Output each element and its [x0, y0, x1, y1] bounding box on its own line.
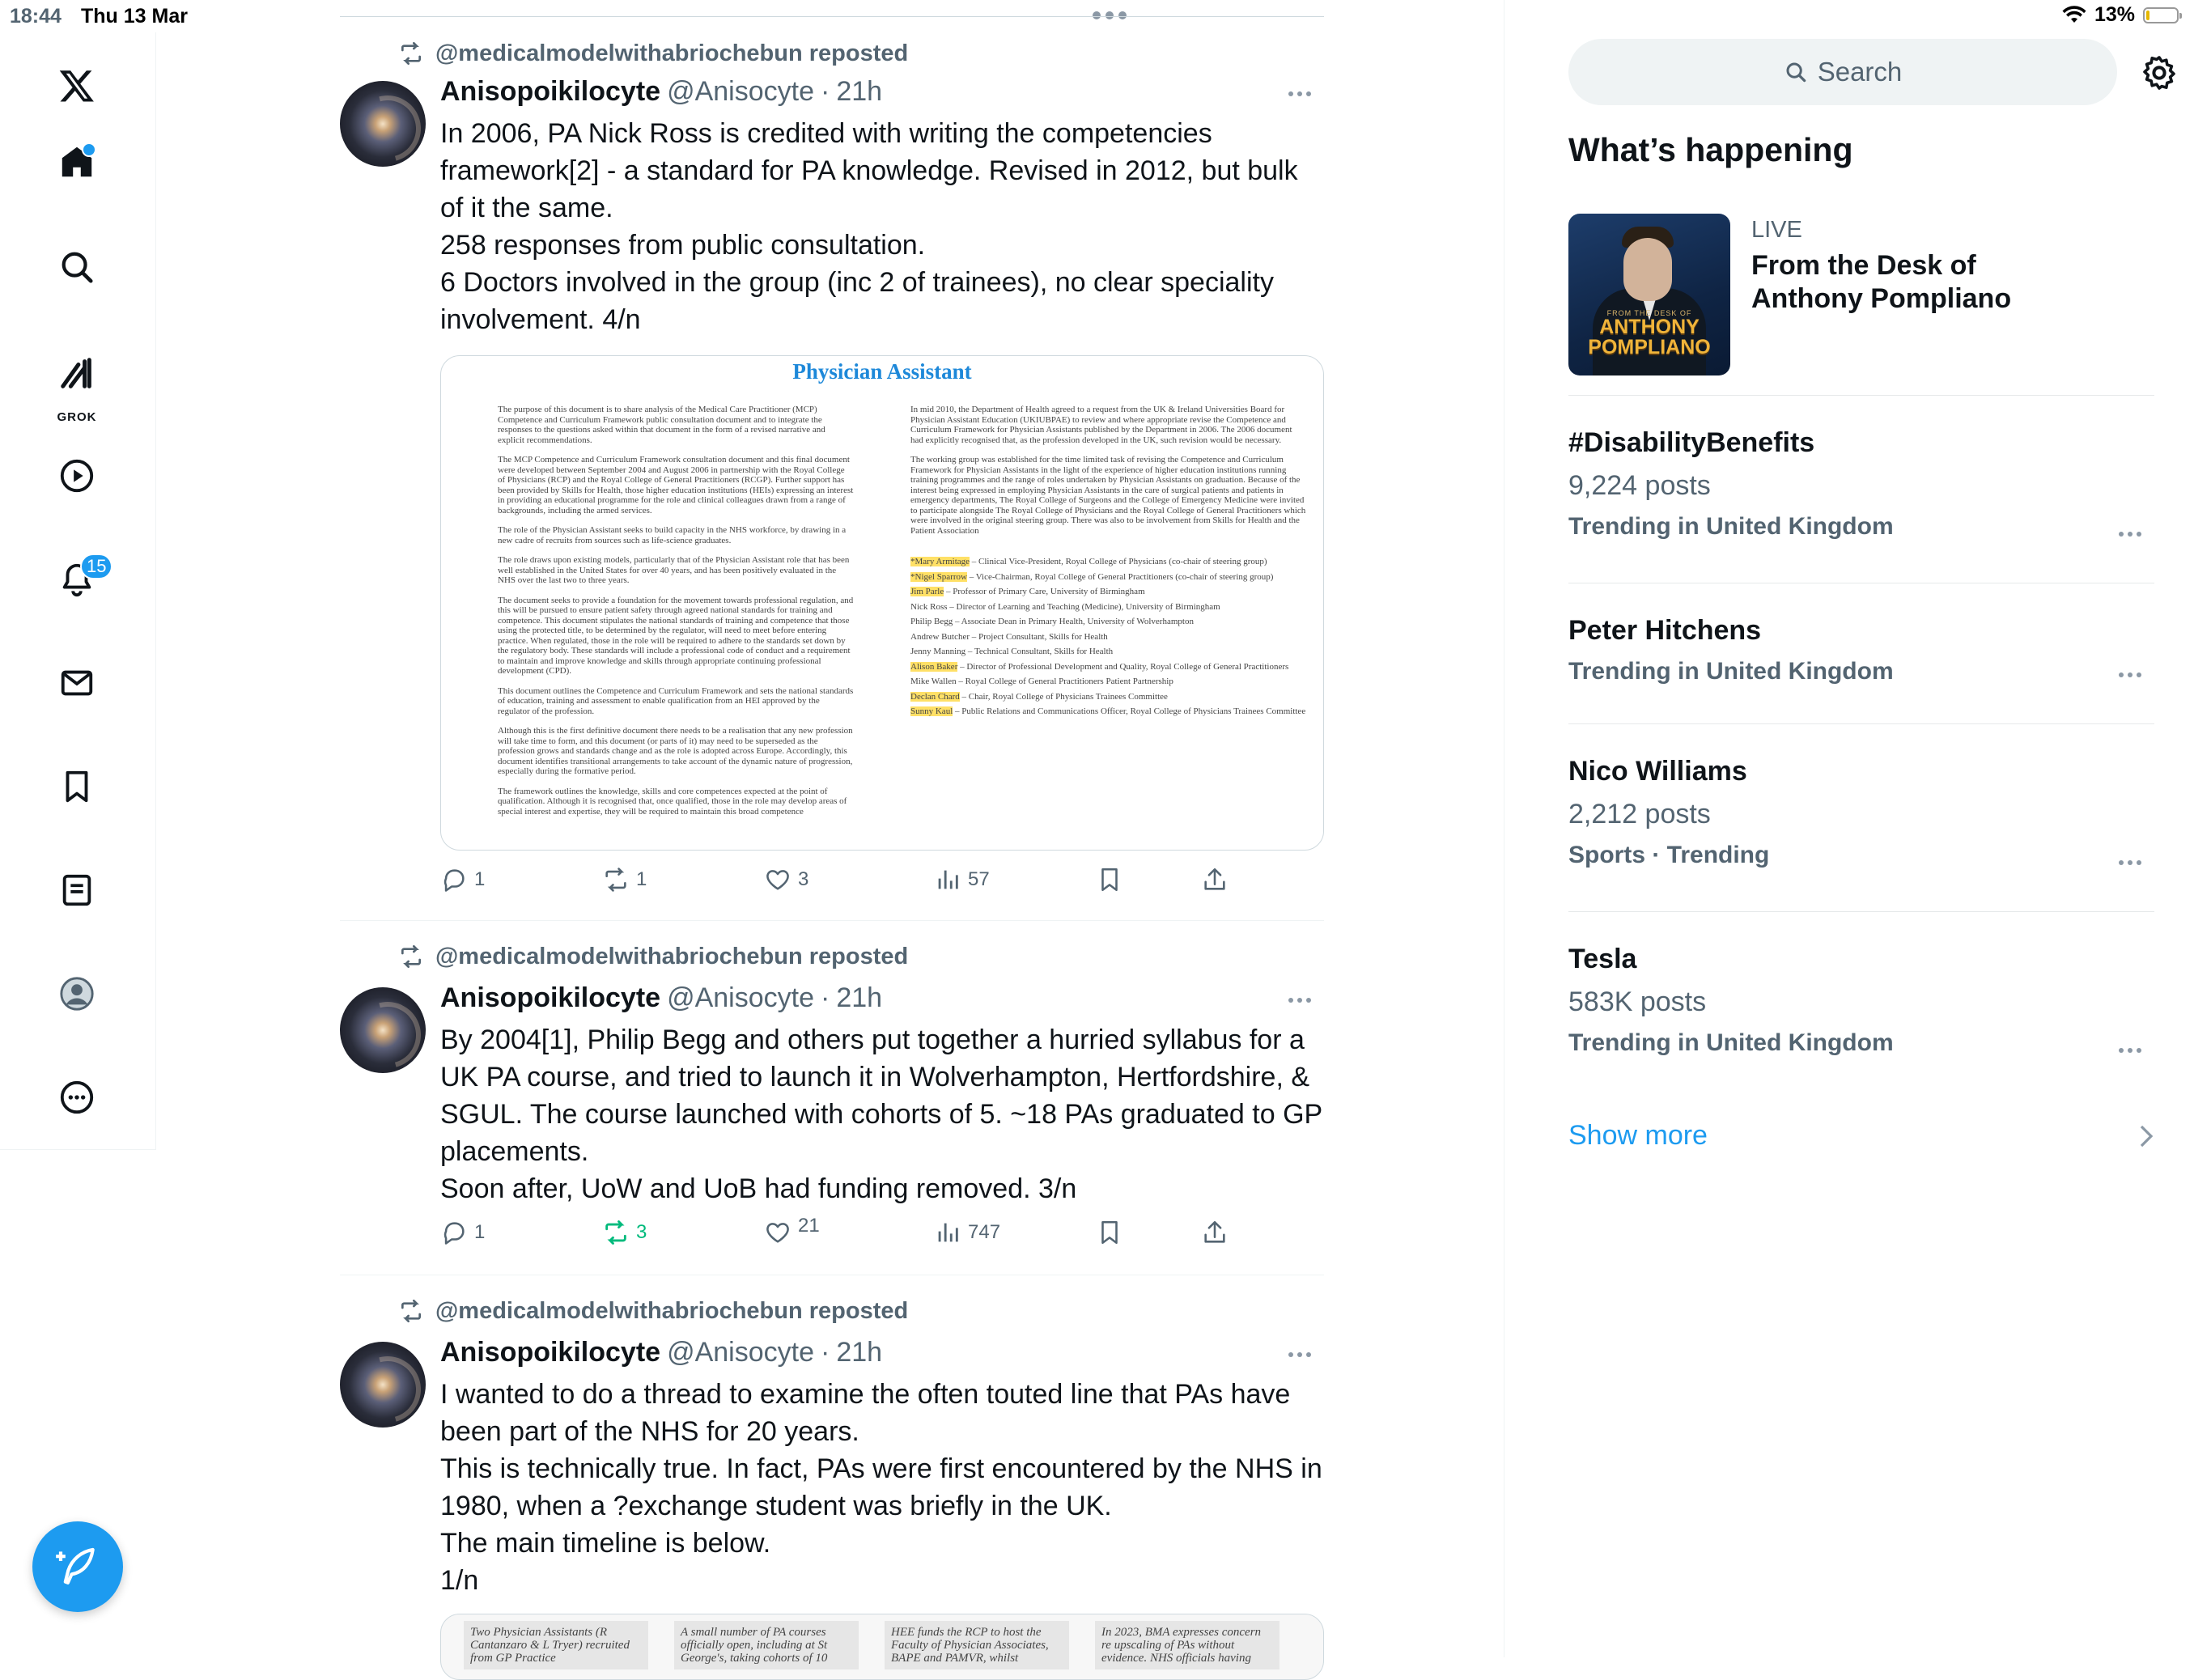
trend-item[interactable] — [1568, 944, 2154, 1057]
trend-item[interactable] — [1568, 427, 2154, 541]
separator-dot: · — [820, 1337, 830, 1368]
working-group-member — [910, 647, 1307, 657]
reply-button[interactable] — [440, 1219, 485, 1246]
trend-more-menu[interactable] — [2106, 518, 2154, 550]
timeline-thumb: In 2023, BMA expresses concern re upscaling of PAs without evidence. NHS officials having — [1095, 1621, 1279, 1669]
working-group-member — [910, 662, 1307, 672]
trend-divider — [1568, 723, 2154, 724]
member-name: Declan Chard — [910, 691, 960, 702]
like-button[interactable] — [764, 866, 808, 893]
author-display-name[interactable]: Anisopoikilocyte — [440, 1337, 661, 1368]
drag-handle[interactable] — [1093, 11, 1127, 19]
messages-envelope-icon[interactable] — [45, 651, 109, 715]
document-right-column — [910, 405, 1307, 846]
repost-count: 3 — [636, 1221, 647, 1243]
author-display-name[interactable]: Anisopoikilocyte — [440, 982, 661, 1013]
working-group-member — [910, 602, 1307, 613]
trend-title: Peter Hitchens — [1568, 615, 1762, 646]
post-actions — [440, 866, 1250, 898]
notifications-badge: 15 — [80, 554, 112, 579]
bookmark-button[interactable] — [1096, 1219, 1123, 1246]
trend-meta: Trending in United Kingdom — [1568, 513, 1894, 540]
member-role: – Associate Dean in Primary Health, University of Wolverhampton — [953, 617, 1194, 626]
repost-button[interactable] — [602, 1219, 647, 1246]
repost-label: @medicalmodelwithabriochebun reposted — [435, 943, 909, 969]
working-group-member — [910, 572, 1307, 583]
reply-icon — [440, 1219, 468, 1246]
thumbnail-caption-small: FROM THE DESK OF — [1606, 309, 1692, 317]
repost-indicator — [398, 39, 908, 68]
repost-label: @medicalmodelwithabriochebun reposted — [435, 1297, 909, 1324]
heart-icon — [764, 1219, 791, 1246]
working-group-member — [910, 557, 1307, 567]
live-label: LIVE — [1751, 217, 1802, 243]
author-avatar[interactable] — [340, 1342, 426, 1428]
like-count: 21 — [798, 1215, 820, 1237]
trend-post-count: 9,224 posts — [1568, 470, 1711, 501]
timeline-thumb: Two Physician Assistants (R Cantanzaro & L Tryer) recruited from GP Practice — [464, 1621, 648, 1669]
live-event-thumbnail — [1568, 214, 1730, 375]
post-time[interactable]: 21h — [836, 982, 883, 1013]
post-more-menu[interactable] — [1275, 78, 1324, 110]
trend-meta: Trending in United Kingdom — [1568, 1029, 1894, 1056]
heart-icon — [764, 866, 791, 893]
post-media-timeline-image[interactable] — [440, 1614, 1324, 1680]
trend-divider — [1568, 911, 2154, 912]
member-role: – Royal College of General Practitioners Patient Partnership — [956, 677, 1173, 686]
lists-icon[interactable] — [45, 858, 109, 923]
author-avatar[interactable] — [340, 81, 426, 167]
grok-label: GROK — [57, 410, 97, 424]
member-role: – Chair, Royal College of Physicians Trainees Committee — [959, 691, 1168, 702]
trend-title: #DisabilityBenefits — [1568, 427, 1815, 458]
like-count: 3 — [798, 868, 809, 890]
repost-icon — [398, 1298, 424, 1324]
share-button[interactable] — [1201, 866, 1229, 893]
trend-post-count: 2,212 posts — [1568, 799, 1711, 829]
document-paragraph: The role draws upon existing models, particularly that of the Physician Assistant role that has been well established in the United States for over 40 years, and has been positively evaluated in the NHS over the last two to three years. — [498, 555, 850, 585]
home-unread-dot — [82, 142, 96, 157]
repost-icon — [398, 944, 424, 969]
post-header — [440, 76, 882, 108]
reply-count: 1 — [474, 868, 486, 890]
views-button[interactable] — [934, 866, 990, 893]
trend-title: Nico Williams — [1568, 756, 1747, 787]
working-group-member — [910, 677, 1307, 687]
timeline-thumb: HEE funds the RCP to host the Faculty of Physician Associates, BAPE and PAMVR, whilst — [885, 1621, 1069, 1669]
post-separator — [340, 920, 1324, 921]
trend-title: Tesla — [1568, 944, 1637, 974]
trend-meta: Sports · Trending — [1568, 842, 1770, 868]
post-1[interactable] — [340, 39, 1324, 919]
document-paragraph: In mid 2010, the Department of Health agreed to a request from the UK & Ireland Universities Board for Physician Assistant Education (UKIUBPAE) to review and where appropriate revise the Competence and Curriculum Framework for Physician Assistants published by the Department in 2006. The 2006 document had explicitly recognised that, as the profession developed in the UK, such revision would be necessary. — [910, 405, 1292, 445]
compose-feather-icon — [55, 1544, 100, 1589]
document-title: Physician Assistant — [792, 359, 972, 384]
author-avatar[interactable] — [340, 987, 426, 1073]
trend-meta: Trending in United Kingdom — [1568, 658, 1894, 685]
left-navigation — [0, 32, 156, 1150]
document-paragraph: The MCP Competence and Curriculum Framework consultation document and this final document were developed between September 2004 and August 2006 in partnership with the Royal College of Physicians (RCP) and the Royal College of General Practitioners (RCGP). Further support has been provided by Skills for Health, those higher education institutions (HEIs) expressing an interest in providing an educational programme for the role and clinical colleagues drawn from a range of backgrounds, including the armed services. — [498, 455, 854, 515]
grok-icon[interactable] — [45, 340, 109, 429]
post-2[interactable] — [340, 942, 1324, 1269]
views-chart-icon — [934, 866, 961, 893]
share-icon — [1201, 866, 1229, 893]
more-options-icon[interactable] — [45, 1065, 109, 1130]
document-paragraph: The document seeks to provide a foundation for the movement towards professional regulation, and this will be pursued to ensure patient safety through agreed national standards for training and competence. This document stipulates the national standards of training and competence that those using the protected title, to be determined by the regulator, will need to meet before entering practice. When regulated, those in the role will be required to adhere to the standards set down by the regulatory body. These standards will include a professional code of conduct and a requirement to maintain and improve knowledge and skills through appropriate continuing professional development (CPD). — [498, 595, 854, 676]
member-name: Jim Parle — [910, 587, 944, 596]
repost-indicator — [398, 942, 908, 971]
author-display-name[interactable]: Anisopoikilocyte — [440, 76, 661, 107]
author-handle[interactable]: @Anisocyte — [667, 76, 814, 107]
repost-icon — [602, 1219, 630, 1246]
show-more-link[interactable]: Show more — [1568, 1120, 1708, 1151]
member-name: Sunny Kaul — [910, 706, 953, 716]
thumbnail-caption-large: ANTHONY POMPLIANO — [1588, 316, 1711, 358]
chevron-right-icon — [2138, 1125, 2154, 1148]
document-left-column — [498, 405, 854, 846]
member-name: Nick Ross — [910, 601, 948, 612]
notifications-bell-icon[interactable] — [45, 547, 109, 612]
share-button[interactable] — [1201, 1219, 1229, 1246]
video-play-icon[interactable] — [45, 443, 109, 508]
compose-post-button[interactable] — [32, 1521, 123, 1612]
status-time: 18:44 — [10, 5, 62, 28]
x-logo-icon[interactable] — [45, 53, 109, 118]
member-role: – Professor of Primary Care, University of Birmingham — [944, 587, 1145, 596]
search-input[interactable] — [1568, 39, 2117, 105]
separator-dot: · — [820, 76, 830, 107]
post-time[interactable]: 21h — [836, 1337, 883, 1368]
post-actions — [440, 1215, 1250, 1251]
repost-count: 1 — [636, 868, 647, 890]
working-group-member — [910, 617, 1307, 627]
member-role: – Vice-Chairman, Royal College of General Practitioners (co-chair of steering group) — [966, 571, 1274, 582]
author-handle[interactable]: @Anisocyte — [667, 982, 814, 1013]
post-header — [440, 1337, 882, 1368]
working-group-member — [910, 692, 1307, 702]
view-count: 57 — [968, 868, 990, 890]
post-header — [440, 982, 882, 1014]
reply-icon — [440, 866, 468, 893]
post-more-menu[interactable] — [1275, 1338, 1324, 1371]
share-icon — [1201, 1219, 1229, 1246]
profile-avatar-icon[interactable] — [45, 961, 109, 1026]
member-role: – Director of Learning and Teaching (Medicine), University of Birmingham — [947, 601, 1220, 612]
home-icon[interactable] — [45, 129, 109, 194]
battery-percent: 13% — [2094, 3, 2135, 26]
trend-more-menu[interactable] — [2106, 1034, 2154, 1067]
post-text: In 2006, PA Nick Ross is credited with writing the competencies framework[2] - a standard for PA knowledge. Revised in 2012, but bulk of it the same. 258 responses from public consultation. 6 Doctors involved in the group (inc 2 of trainees), no clear speciality involvement. 4/n — [440, 118, 1298, 335]
document-paragraph: The framework outlines the knowledge, skills and core competences expected at the point of qualification. Although it is recognised that, once qualified, those in the role may develop areas of special interest and expertise, they will be required to maintain this broad competence — [498, 786, 847, 817]
post-3[interactable] — [340, 1296, 1324, 1665]
document-paragraph: The role of the Physician Assistant seeks to build capacity in the NHS workforce, by drawing in a new cadre of recruits from sources such as life-science graduates. — [498, 525, 847, 545]
bookmark-icon — [1096, 1219, 1123, 1246]
trend-post-count: 583K posts — [1568, 986, 1707, 1017]
member-name: Mike Wallen — [910, 677, 957, 686]
separator-dot: · — [820, 982, 830, 1013]
document-paragraph: This document outlines the Competence and Curriculum Framework and sets the national standards of education, training and assessment to enable qualification from an HEI approved by the regulator of the profession. — [498, 685, 854, 716]
trend-item[interactable] — [1568, 615, 2154, 685]
working-group-member — [910, 706, 1307, 717]
reply-count: 1 — [474, 1221, 486, 1243]
member-role: – Public Relations and Communications Officer, Royal College of Physicians Trainees Committee — [953, 706, 1306, 716]
working-group-member — [910, 632, 1307, 643]
repost-icon — [398, 40, 424, 66]
search-icon — [1784, 60, 1808, 84]
member-name: Jenny Manning — [910, 647, 966, 656]
bookmark-icon — [1096, 866, 1123, 893]
reply-button[interactable] — [440, 866, 485, 893]
live-event-card[interactable] — [1568, 212, 2151, 377]
trend-divider — [1568, 395, 2154, 396]
post-text: By 2004[1], Philip Begg and others put together a hurried syllabus for a UK PA course, and tried to launch it in Wolverhampton, Hertfordshire, & SGUL. The course launched with cohorts of 5. ~18 PAs graduated to GP placements. Soon after, UoW and UoB had funding removed. 3/n — [440, 1025, 1322, 1204]
member-role: – Director of Professional Development and Quality, Royal College of General Practitioners — [957, 661, 1289, 672]
post-time[interactable]: 21h — [836, 76, 883, 107]
author-handle[interactable]: @Anisocyte — [667, 1337, 814, 1368]
trend-more-menu[interactable] — [2106, 659, 2154, 691]
member-name: Andrew Butcher — [910, 631, 970, 642]
document-paragraph: Although this is the first definitive document there needs to be a realisation that any new profession will take time to form, and this document (or parts of it) may need to be superseded as the profession grows and standards change and as the role is adopted across Europe. Accordingly, this document identifies transitional arrangements to take account of the dynamic nature of progression, especially during the formative period. — [498, 726, 853, 776]
view-count: 747 — [968, 1221, 1001, 1243]
views-chart-icon — [934, 1219, 961, 1246]
views-button[interactable] — [934, 1219, 1000, 1246]
member-name: Philip Begg — [910, 617, 953, 626]
bookmark-button[interactable] — [1096, 866, 1123, 893]
whats-happening-heading: What’s happening — [1568, 131, 1853, 168]
timeline-top-border — [340, 16, 1324, 17]
document-paragraph: The working group was established for the time limited task of revising the Competence and Curriculum Framework for Physician Assistants in the light of the experience of higher education institutions running training programmes and the range of roles undertaken by Physician Assistants on graduation. Because of the interest being expressed in employing Physician Assistants in the care of surgical patients and patients in emergency departments, The Royal College of Surgeons and the College of Emergency Medicine were invited to participate alongside The Royal College of Physicians and the Royal College of General Practitioners which were involved in the original steering group. There was also to be involvement from Skills for Health and the Patient Association — [910, 455, 1306, 536]
status-date: Thu 13 Mar — [81, 5, 188, 28]
post-more-menu[interactable] — [1275, 984, 1324, 1016]
search-placeholder: Search — [1817, 57, 1903, 87]
member-name: *Mary Armitage — [910, 557, 970, 566]
trend-more-menu[interactable] — [2106, 846, 2154, 879]
status-right — [2062, 3, 2179, 27]
repost-label: @medicalmodelwithabriochebun reposted — [435, 40, 909, 66]
document-paragraph: The purpose of this document is to share analysis of the Medical Care Practitioner (MCP) Competence and Curriculum Framework public consultation document and to integrate the responses to the questions asked within that document in the form of a revised narrative and explicit recommendations. — [498, 405, 825, 445]
wifi-icon — [2062, 6, 2086, 25]
search-icon[interactable] — [45, 235, 109, 299]
live-title: From the Desk of Anthony Pompliano — [1751, 250, 2012, 314]
working-group-member — [910, 587, 1307, 597]
trend-item[interactable] — [1568, 756, 2154, 869]
like-button[interactable] — [764, 1215, 820, 1246]
post-text: I wanted to do a thread to examine the often touted line that PAs have been part of the NHS for 20 years. This is technically true. In fact, PAs were first encountered by the NHS in 1980, when a ?exchange student was briefly in the UK. The main timeline is below. 1/n — [440, 1379, 1322, 1596]
timeline-thumb: A small number of PA courses officially open, including at St George's, taking cohorts of 10 — [674, 1621, 859, 1669]
repost-icon — [602, 866, 630, 893]
post-media-document[interactable] — [440, 355, 1324, 851]
repost-button[interactable] — [602, 866, 647, 893]
bookmarks-icon[interactable] — [45, 754, 109, 819]
member-role: – Clinical Vice-President, Royal College of Physicians (co-chair of steering group) — [970, 557, 1267, 566]
settings-gear-icon[interactable] — [2140, 53, 2179, 92]
member-role: – Technical Consultant, Skills for Health — [965, 647, 1114, 656]
member-role: – Project Consultant, Skills for Health — [970, 631, 1108, 642]
battery-icon — [2143, 7, 2179, 23]
repost-indicator — [398, 1296, 908, 1326]
member-name: *Nigel Sparrow — [910, 571, 967, 582]
member-name: Alison Baker — [910, 661, 958, 672]
